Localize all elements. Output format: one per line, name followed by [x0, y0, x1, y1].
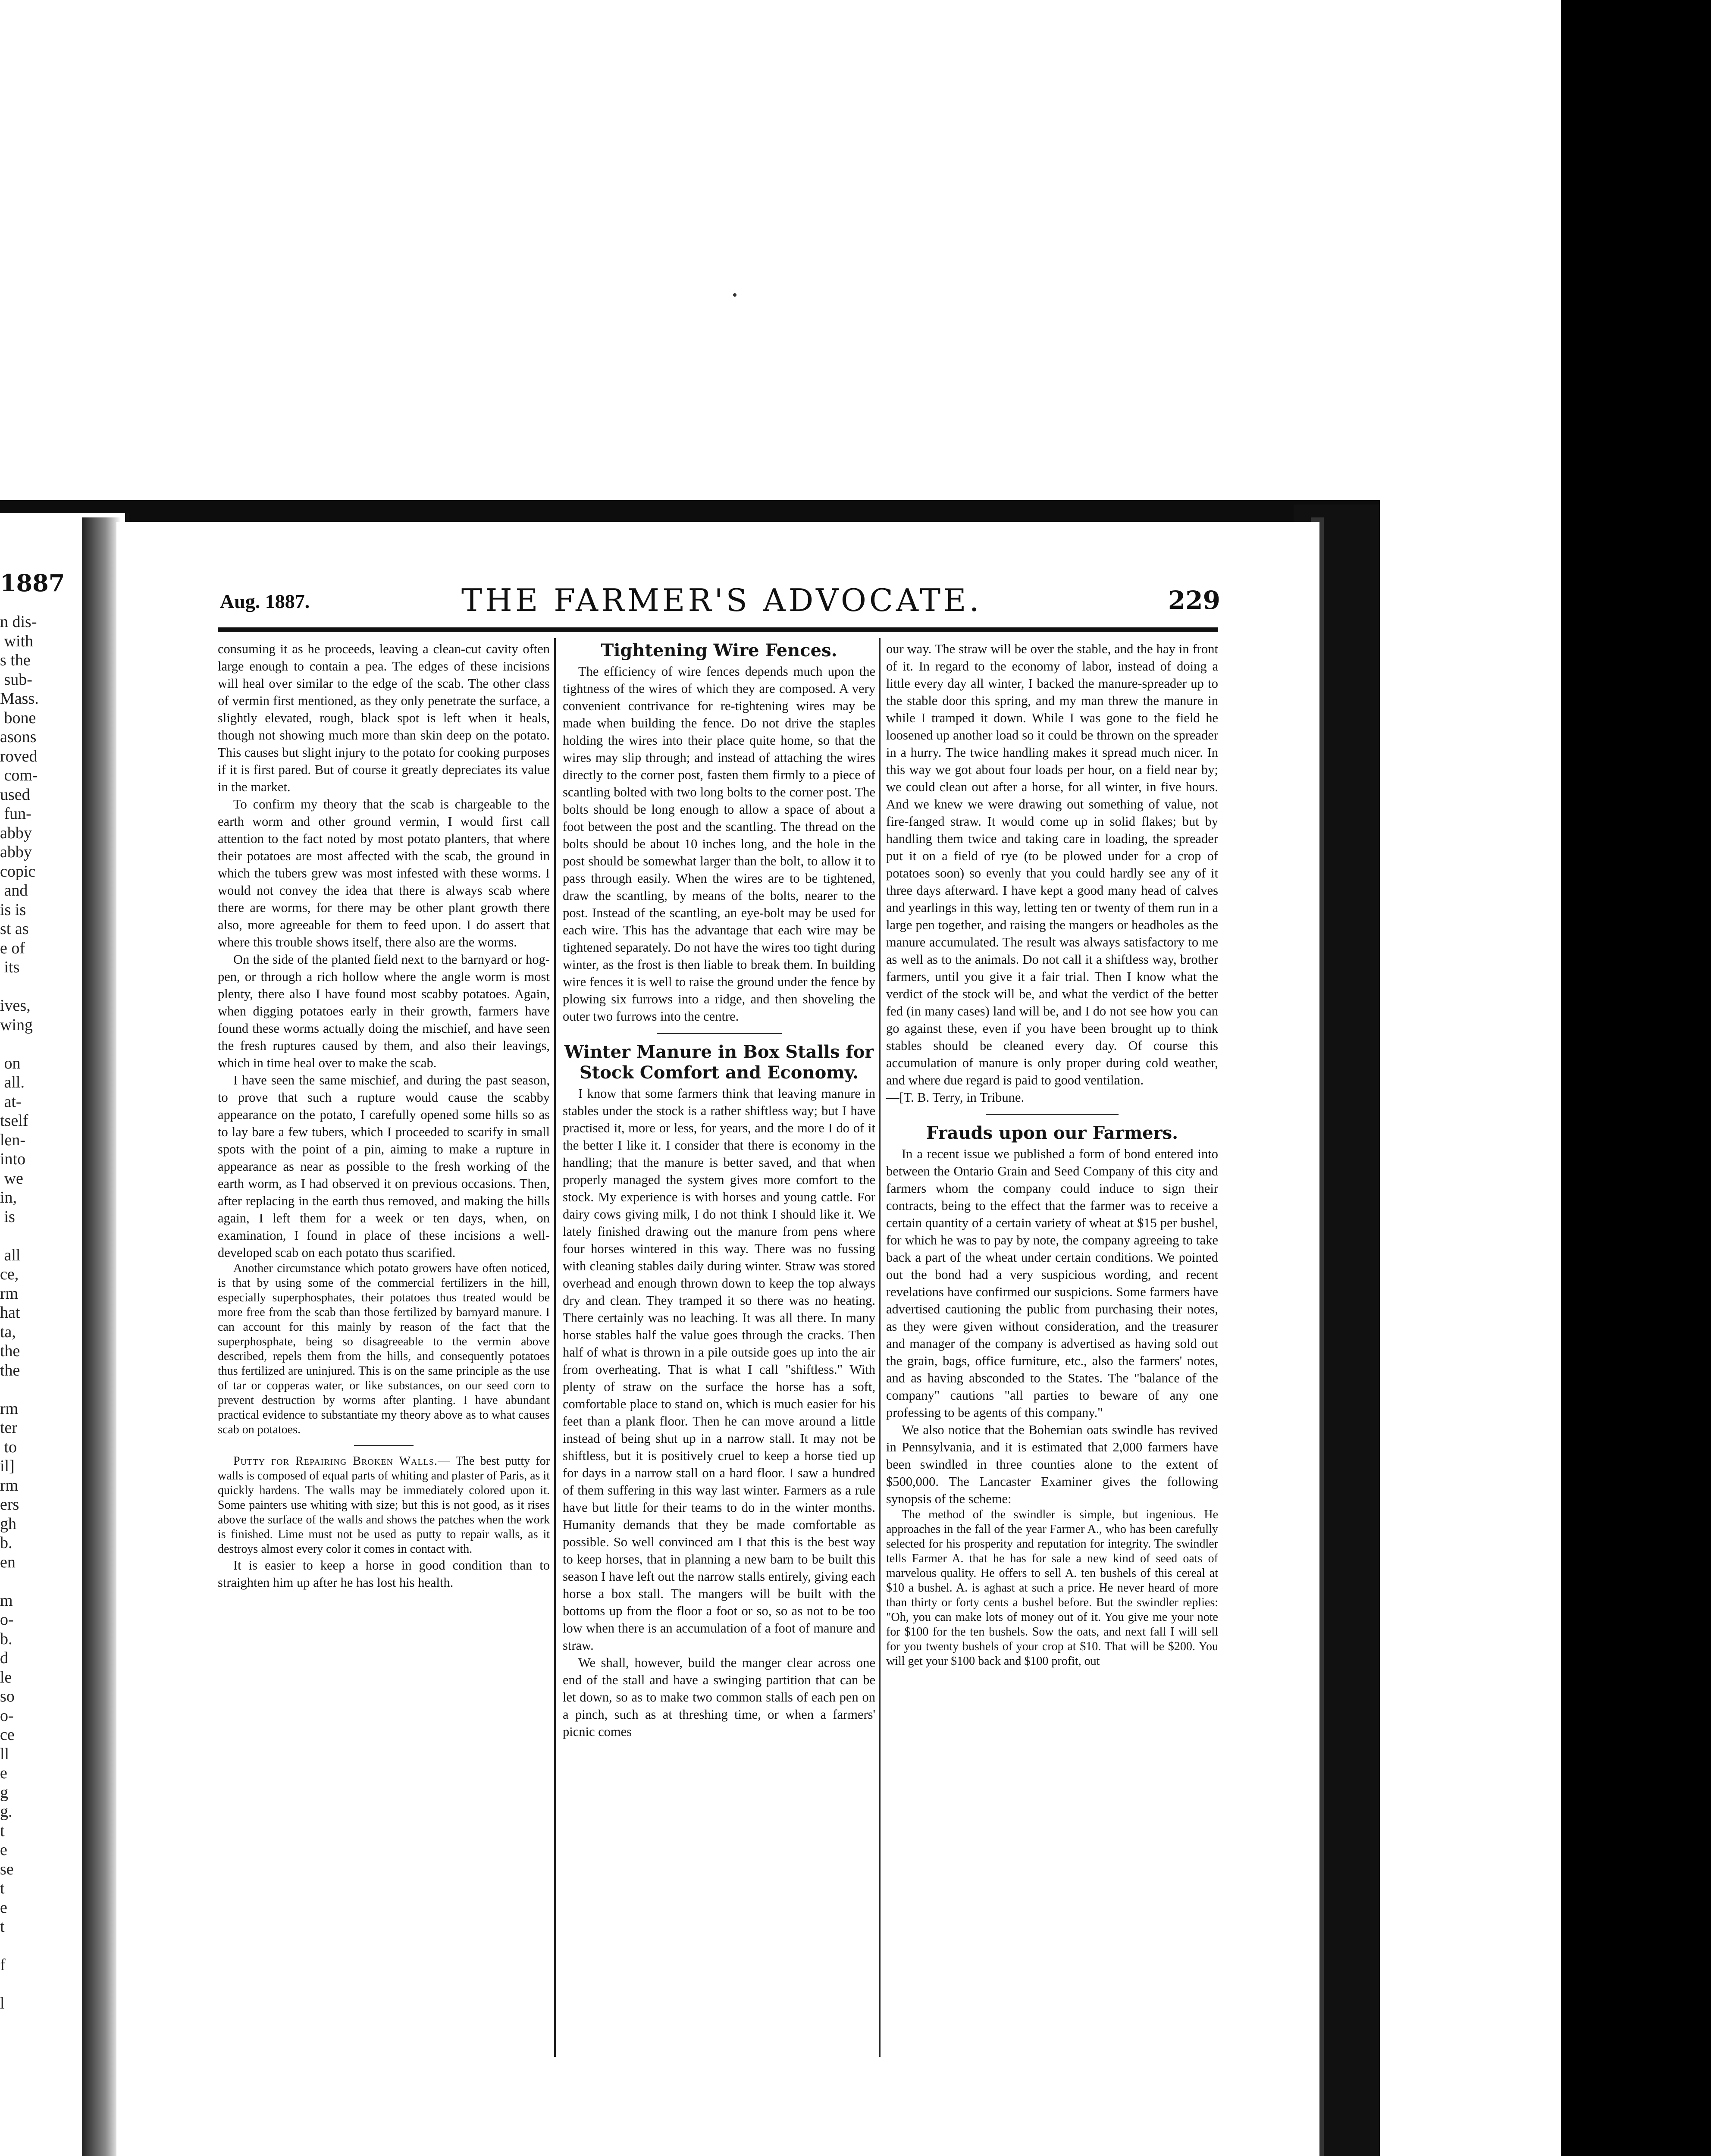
- scan-speck: [733, 293, 736, 297]
- column-3: [886, 640, 1218, 1669]
- putty-paragraph: [218, 1454, 550, 1557]
- quoted-paragraph: The method of the swindler is simple, but ingenious. He approaches in the fall of the year Farmer A., who has been carefully selected for his prosperity and reputation for integrity. The swindler tells Farmer A. that he has for sale a new kind of seed oats of marvelous quality. He offers to sell A. ten bushels of this cereal at $10 a bushel. A. is aghast at such a price. He never heard of more than thirty or forty cents a bushel before. But the swindler replies: "Oh, you can make lots of money out of it. You give me your note for $100 for the ten bushels. Sow the oats, and next fall I will sell for you twenty bushels of your crop at $10. That will be $200. You will get your $100 back and $100 profit, out: [886, 1508, 1218, 1668]
- page-header: [220, 582, 1220, 634]
- left-page-year: 1887: [0, 569, 65, 597]
- left-page-text-fragment: n dis- with s the sub- Mass. bone asons roved com- used fun- abby abby copic and is is st as e of its ives, wing on all. at- tself len- into we in, is all ce, rm hat ta, the the rm ter to il] rm ers gh b. en m o- b. d le so o- ce ll e g g. t e se t e t f l: [0, 613, 39, 2012]
- section-rule: [986, 1114, 1119, 1115]
- issue-date: Aug. 1887.: [220, 590, 310, 612]
- header-rule: [218, 627, 1218, 632]
- column-rule: [554, 638, 556, 2057]
- paragraph: Another circumstance which potato growers have often noticed, is that by using some of the commercial fertilizers in the hill, especially superphosphates, their potatoes thus treated would be more free from the scab than those fertilized by barnyard manure. I can account for this mainly by reason of the fact that the superphosphate, being so disagreeable to the vermin above described, repels them from the hills, and consequently potatoes thus fertilized are uninjured. This is on the same principle as the use of tar or copperas water, or like substances, on our seed corn to prevent destruction by worms after planting. I have abundant practical evidence to substantiate my theory above as to what causes scab on potatoes.: [218, 1262, 550, 1436]
- paragraph: We shall, however, build the manger clear across one end of the stall and have a swinging partition that can be let down, so as to make two common stalls of each pen on a pinch, such as at threshing time, or when a farmers' picnic comes: [563, 1655, 875, 1739]
- journal-title: THE FARMER'S ADVOCATE.: [461, 582, 982, 618]
- gutter-shadow: [82, 517, 121, 2156]
- column-1: [218, 640, 550, 1591]
- column-2: [563, 640, 875, 1740]
- section-rule: [657, 1033, 782, 1034]
- page-number: 229: [1168, 586, 1220, 615]
- putty-heading: Putty for Repairing Broken Walls.—: [233, 1454, 451, 1468]
- paragraph: It is easier to keep a horse in good condition than to straighten him up after he has lost his health.: [218, 1558, 550, 1590]
- paragraph: consuming it as he proceeds, leaving a clean-cut cavity often large enough to contain a pea. The edges of these incisions will heal over similar to the edge of the scab. The other class of vermin first mentioned, as they only penetrate the surface, a slightly elevated, rough, black spot is left when it heals, though not showing much more than skin deep on the potato. This causes but slight injury to the potato for cooking purposes if it is first pared. But of course it greatly depreciates its value in the market.: [218, 642, 550, 794]
- attribution: —[T. B. Terry, in Tribune.: [886, 1090, 1025, 1105]
- article-title: Tightening Wire Fences.: [601, 640, 837, 661]
- book-top-edge: [0, 500, 1380, 524]
- article-title: Frauds upon our Farmers.: [926, 1123, 1178, 1143]
- paragraph: The efficiency of wire fences depends much upon the tightness of the wires of which they are composed. A very convenient contrivance for re-tightening wires may be made when building the fence. Do not drive the staples holding the wires into their place quite home, so that the wires may slip through; and instead of attaching the wires directly to the corner post, fasten them firmly to a piece of scantling bolted with two long bolts to the corner post. The bolts should be long enough to allow a space of about a foot between the post and the scantling. The thread on the bolts should be about 10 inches long, and the hole in the post should be somewhat larger than the bolt, to allow it to pass through easily. When the wires are to be tightened, draw the scantling, by means of the bolts, nearer to the post. Instead of the scantling, an eye-bolt may be used for each wire. This has the advantage that each wire may be tightened separately. Do not have the wires too tight during winter, as the frost is then liable to break them. In building wire fences it is well to raise the ground under the fence by plowing six furrows into a ridge, and then shoveling the outer two furrows into the centre.: [563, 664, 875, 1024]
- paragraph: We also notice that the Bohemian oats swindle has revived in Pennsylvania, and it is estimated that 2,000 farmers have been swindled in three counties alone to the extent of $500,000. The Lancaster Examiner gives the following synopsis of the scheme:: [886, 1423, 1218, 1506]
- putty-body: The best putty for walls is composed of equal parts of whiting and plaster of Paris, as it quickly hardens. The walls may be immediately colored upon it. Some painters use whiting with size; but this is not good, as it rises above the surface of the walls and shows the patches when the work is finished. Lime must not be used as putty to repair walls, as it destroys almost every color it comes in contact with.: [218, 1454, 550, 1556]
- article-title: Winter Manure in Box Stalls for Stock Comfort and Economy.: [564, 1042, 874, 1083]
- paragraph: our way. The straw will be over the stable, and the hay in front of it. In regard to the economy of labor, instead of doing a little every day all winter, I backed the manure-spreader up to the stable door this spring, and my man threw the manure in while I tramped it down. While I was gone to the field he loosened up another load so it could be thrown on the spreader in a hurry. The twice handling makes it spread much nicer. In this way we got about four loads per hour, on a field near by; we could clean out after a horse, for all winter, in five hours. And we knew we were drawing out something of value, not fire-fanged straw. It would come up in solid flakes; but by handling them twice and taking care in loading, the spreader put it on a field of rye (to be plowed under for a crop of potatoes soon) so evenly that you could hardly see any of it three days afterward. I have kept a good many head of calves and yearlings in this way, letting ten or twenty of them run in a large pen together, and raising the mangers or headholes as the manure accumulated. The result was always satisfactory to me as well as to the animals. Do not call it a shiftless way, brother farmers, until you give it a fair trial. Then I know what the verdict of the stock will be, and what the verdict of the better fed (in many cases) land will be, and I do not see how you can go against these, even if you have been brought up to think stables should be cleaned every day. Of course this accumulation of manure is only proper during cold weather, and where due regard is paid to good ventilation.: [886, 642, 1218, 1087]
- paragraph: In a recent issue we published a form of bond entered into between the Ontario Grain and Seed Company of this city and farmers whom the company could induce to sign their contracts, being to the effect that the farmer was to receive a certain quantity of a certain variety of wheat at $15 per bushel, for which he was to pay by note, the company agreeing to take back a part of the wheat under certain conditions. We pointed out the bond had a very suspicious wording, and recent revelations have confirmed our suspicions. Some farmers have advertised cautioning the public from purchasing their notes, as they were given without consideration, and the treasurer and manager of the company is advertised as having sold out the grain, bags, office furniture, etc., also the farmers' notes, and as having absconded to the States. The "balance of the company" cautions "all parties to beware of any one professing to be agents of this company.": [886, 1147, 1218, 1420]
- paragraph: On the side of the planted field next to the barnyard or hog-pen, or through a rich hollow where the angle worm is most plenty, there also I have found most scabby potatoes. Again, when digging potatoes early in their growth, farmers have found these worms actually doing the mischief, and have seen the fresh ruptures caused by them, and also their leavings, which in time heal over to make the scab.: [218, 952, 550, 1070]
- paragraph: To confirm my theory that the scab is chargeable to the earth worm and other ground vermin, I would first call attention to the fact noted by most potato planters, that where their potatoes are most affected with the scab, the ground in which the tubers grew was most infested with these worms. I would not convey the idea that there is always scab where there are worms, for there may be other plant growth there also, more agreeable for them to feed upon. I do assert that where this trouble shows itself, there also are the worms.: [218, 797, 550, 950]
- column-rule: [879, 638, 881, 2057]
- section-rule: [354, 1445, 414, 1446]
- paragraph: I have seen the same mischief, and during the past season, to prove that such a rupture would cause the scabby appearance on the potato, I carefully opened some hills so as to lay bare a few tubers, which I proceeded to scarify in small spots with the point of a pin, aiming to make a rupture in appearance as near as possible to the fresh working of the earth worm, as I had observed it on previous occasions. Then, after replacing in the earth thus removed, and making the hills again, I left them for a week or ten days, when, on examination, I found in place of these incisions a well-developed scab on each potato thus scarified.: [218, 1073, 550, 1260]
- paragraph: I know that some farmers think that leaving manure in stables under the stock is a rather shiftless way; but I have practised it, more or less, for years, and the more I do of it the better I like it. I consider that there is economy in the handling; that the manure is better saved, and that when properly managed the system gives more comfort to the stock. My experience is with horses and young cattle. For dairy cows giving milk, I do not think I should like it. We lately finished drawing out the manure from pens where four horses wintered in this way. There was no fussing with cleaning stables daily during winter. Straw was stored overhead and enough thrown down to keep the top always dry and clean. They tramped it so there was no heating. There certainly was no leaching. It was all there. In many horse stables half the value goes through the cracks. Then half of what is thrown in a pile outside goes up into the air from overheating. That is what I call "shiftless." With plenty of straw on the surface the horse has a soft, comfortable place to stand on, which is much easier for his feet than a plank floor. Then he can move around a little instead of being shut up in a narrow stall. It may not be shiftless, but it is positively cruel to keep a horse tied up for days in a narrow stall on a hard floor. I saw a hundred of them suffering in this way last winter. Farmers as a rule have but little for their teams to do in the winter months. Humanity demands that they be made comfortable as possible. So well convinced am I that this is the best way to keep horses, that in planning a new barn to be built this season I have left out the narrow stalls entirely, giving each horse a box stall. The mangers will be built with the bottoms up from the floor a foot or so, so as not to be too low when there is an accumulation of a foot of manure and straw.: [563, 1086, 875, 1653]
